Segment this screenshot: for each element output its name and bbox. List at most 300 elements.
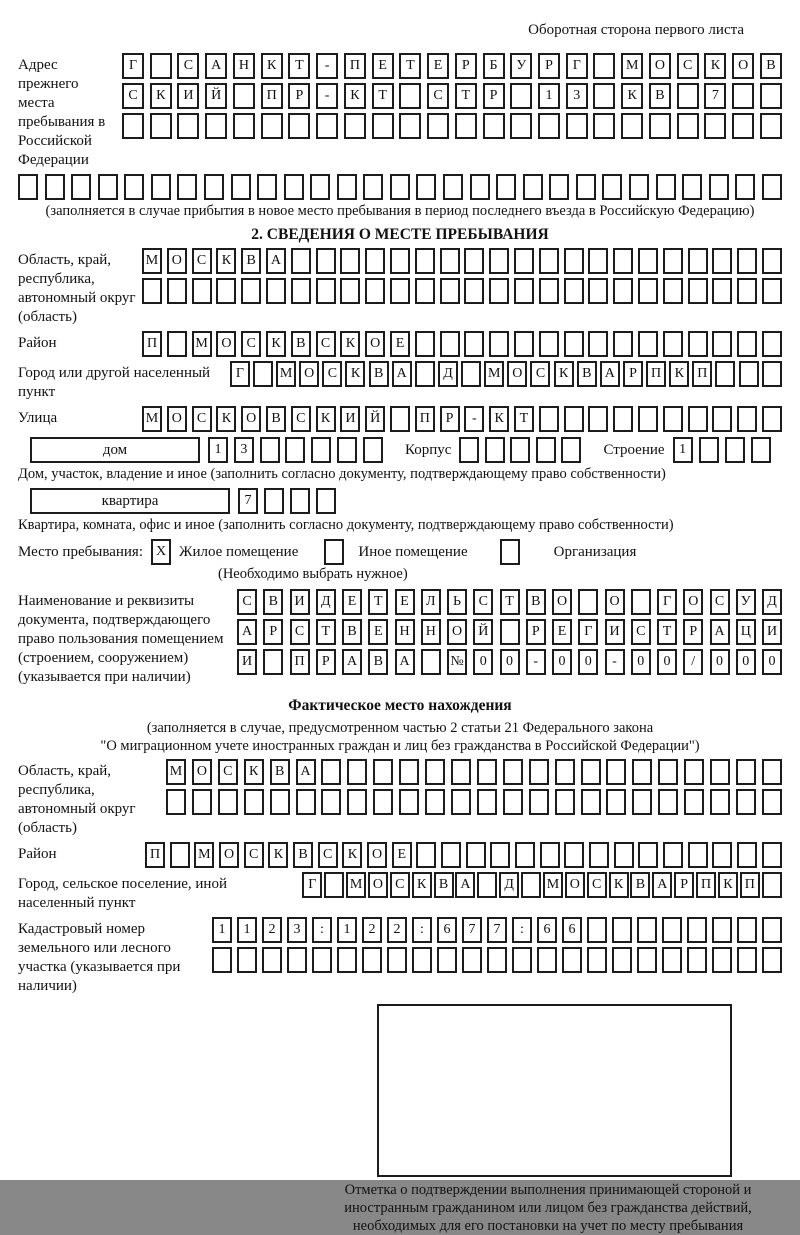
form-cell <box>347 789 367 815</box>
form-cell <box>244 789 264 815</box>
form-cell <box>581 759 601 785</box>
form-cell: Т <box>372 83 394 109</box>
form-cell <box>537 947 557 973</box>
form-cell: А <box>600 361 620 387</box>
form-cell <box>257 174 277 200</box>
form-cell: В <box>293 842 313 868</box>
actual-location-caption-2: "О миграционном учете иностранных граждан и лиц без гражданства в Российской Федерации") <box>100 738 700 754</box>
form-cell <box>712 331 732 357</box>
form-cell <box>503 789 523 815</box>
form-cell <box>441 842 461 868</box>
cadastral-block <box>18 917 782 996</box>
form-cell <box>581 789 601 815</box>
form-cell <box>638 842 658 868</box>
form-cell: К <box>261 53 283 79</box>
form-cell <box>688 406 708 432</box>
form-cell <box>237 947 257 973</box>
form-cell: К <box>342 842 362 868</box>
form-cell <box>372 113 394 139</box>
form-cell: Н <box>395 619 415 645</box>
form-cell: К <box>216 248 236 274</box>
form-cell: Е <box>395 589 415 615</box>
form-cell: П <box>145 842 165 868</box>
form-cell: П <box>261 83 283 109</box>
form-cell <box>296 789 316 815</box>
form-cell <box>561 437 581 463</box>
form-cell <box>637 947 657 973</box>
form-cell <box>682 174 702 200</box>
form-cell <box>264 488 284 514</box>
form-cell <box>529 789 549 815</box>
form-cell: О <box>447 619 467 645</box>
form-cell <box>412 947 432 973</box>
form-cell <box>762 406 782 432</box>
stroenie-cells <box>673 437 771 463</box>
form-cell <box>500 539 520 565</box>
form-cell <box>416 842 436 868</box>
form-cell <box>270 789 290 815</box>
form-cell <box>715 361 735 387</box>
form-cell <box>440 331 460 357</box>
form-cell: О <box>192 759 212 785</box>
form-cell: О <box>368 872 388 898</box>
form-cell: С <box>177 53 199 79</box>
form-cell <box>399 83 421 109</box>
form-cell <box>737 406 757 432</box>
form-cell <box>539 331 559 357</box>
form-cell: П <box>290 649 310 675</box>
form-cell <box>688 278 708 304</box>
form-cell <box>363 437 383 463</box>
form-cell: А <box>652 872 672 898</box>
stay-type-other-label: Иное помещение <box>358 543 468 560</box>
form-cell: Н <box>421 619 441 645</box>
form-cell <box>762 331 782 357</box>
form-cell: В <box>526 589 546 615</box>
form-cell <box>588 278 608 304</box>
form-cell <box>663 842 683 868</box>
form-cell: К <box>340 331 360 357</box>
form-cell: В <box>434 872 454 898</box>
form-cell <box>737 331 757 357</box>
form-cell: М <box>276 361 296 387</box>
form-cell <box>510 113 532 139</box>
form-cell: - <box>316 53 338 79</box>
form-cell <box>340 278 360 304</box>
form-cell: 0 <box>578 649 598 675</box>
form-cell <box>321 759 341 785</box>
form-cell: X <box>151 539 171 565</box>
form-cell <box>205 113 227 139</box>
form-cell <box>564 331 584 357</box>
form-cell <box>425 789 445 815</box>
form-cell <box>538 113 560 139</box>
ownership-document-row-2 <box>237 619 782 645</box>
form-cell <box>521 872 541 898</box>
form-cell <box>529 759 549 785</box>
stay-type-row <box>18 539 782 565</box>
korpus-label: Корпус <box>405 441 452 458</box>
form-cell: С <box>530 361 550 387</box>
form-cell: В <box>263 589 283 615</box>
form-cell <box>593 83 615 109</box>
apartment-cells <box>238 488 336 514</box>
form-cell <box>712 947 732 973</box>
form-cell <box>606 789 626 815</box>
form-cell <box>489 278 509 304</box>
form-cell <box>287 947 307 973</box>
region-row-1 <box>142 248 782 274</box>
form-cell <box>514 331 534 357</box>
form-cell: К <box>268 842 288 868</box>
form-cell <box>612 947 632 973</box>
form-cell <box>316 278 336 304</box>
form-cell: С <box>322 361 342 387</box>
form-cell <box>337 947 357 973</box>
form-cell: Р <box>316 649 336 675</box>
form-cell: Б <box>483 53 505 79</box>
region-row-2 <box>142 278 782 304</box>
form-cell: Р <box>538 53 560 79</box>
form-cell <box>316 113 338 139</box>
district-block <box>18 331 782 357</box>
form-cell <box>593 53 615 79</box>
form-cell <box>576 174 596 200</box>
form-cell <box>687 917 707 943</box>
actual-region-row-1 <box>166 759 782 785</box>
form-cell <box>71 174 91 200</box>
form-cell: К <box>718 872 738 898</box>
form-cell: Т <box>399 53 421 79</box>
form-cell: А <box>237 619 257 645</box>
form-cell: 0 <box>500 649 520 675</box>
form-cell: К <box>344 83 366 109</box>
form-cell: Н <box>233 53 255 79</box>
form-cell <box>613 248 633 274</box>
form-cell: Д <box>438 361 458 387</box>
form-cell: 1 <box>208 437 228 463</box>
form-cell: С <box>631 619 651 645</box>
form-cell: Р <box>683 619 703 645</box>
form-cell <box>632 759 652 785</box>
form-cell <box>253 361 273 387</box>
form-cell: Г <box>566 53 588 79</box>
form-cell <box>496 174 516 200</box>
form-cell <box>461 361 481 387</box>
form-cell <box>216 278 236 304</box>
form-cell: : <box>412 917 432 943</box>
form-cell <box>549 174 569 200</box>
form-cell: М <box>142 248 162 274</box>
form-cell <box>737 278 757 304</box>
form-cell <box>737 917 757 943</box>
form-cell <box>677 83 699 109</box>
form-cell: И <box>605 619 625 645</box>
form-cell: 0 <box>657 649 677 675</box>
form-cell <box>613 278 633 304</box>
form-cell: У <box>736 589 756 615</box>
form-cell: С <box>316 331 336 357</box>
form-cell <box>762 872 782 898</box>
form-cell: В <box>760 53 782 79</box>
form-cell: С <box>241 331 261 357</box>
form-cell <box>45 174 65 200</box>
form-cell: С <box>218 759 238 785</box>
section2-title: 2. СВЕДЕНИЯ О МЕСТЕ ПРЕБЫВАНИЯ <box>251 226 549 243</box>
form-cell <box>515 842 535 868</box>
form-cell <box>710 789 730 815</box>
form-cell <box>451 759 471 785</box>
form-cell <box>337 437 357 463</box>
form-cell: 0 <box>473 649 493 675</box>
form-cell <box>373 759 393 785</box>
form-cell: Р <box>455 53 477 79</box>
form-cell: : <box>512 917 532 943</box>
form-cell: П <box>740 872 760 898</box>
form-cell <box>606 759 626 785</box>
actual-district-row <box>145 842 782 868</box>
form-cell: М <box>192 331 212 357</box>
form-cell: Г <box>578 619 598 645</box>
form-cell <box>487 947 507 973</box>
actual-city-label: Город, сельское поселение, иной населенный пункт <box>18 876 227 911</box>
form-cell <box>170 842 190 868</box>
form-cell: С <box>192 248 212 274</box>
form-cell <box>638 331 658 357</box>
form-cell: К <box>244 759 264 785</box>
form-cell: Т <box>514 406 534 432</box>
stay-type-label: Место пребывания: <box>18 543 143 560</box>
form-cell <box>564 842 584 868</box>
form-cell <box>150 53 172 79</box>
form-cell: Т <box>368 589 388 615</box>
prev-address-row-1 <box>122 53 782 79</box>
form-cell <box>192 789 212 815</box>
form-cell: Д <box>316 589 336 615</box>
form-cell <box>324 539 344 565</box>
form-cell <box>704 113 726 139</box>
prev-address-block <box>18 53 782 170</box>
form-cell: О <box>683 589 703 615</box>
region-block <box>18 248 782 327</box>
form-cell: П <box>692 361 712 387</box>
form-cell: Л <box>421 589 441 615</box>
form-cell <box>477 759 497 785</box>
district-row <box>142 331 782 357</box>
form-cell <box>347 759 367 785</box>
form-cell <box>762 174 782 200</box>
form-cell <box>285 437 305 463</box>
form-cell: Е <box>427 53 449 79</box>
form-cell <box>663 278 683 304</box>
form-cell: А <box>205 53 227 79</box>
form-cell <box>649 113 671 139</box>
actual-location-title: Фактическое место нахождения <box>288 697 512 714</box>
form-cell <box>632 789 652 815</box>
actual-location-caption-1: (заполняется в случае, предусмотренном частью 2 статьи 21 Федерального закона <box>146 720 654 736</box>
form-cell <box>266 278 286 304</box>
form-cell <box>365 248 385 274</box>
form-cell <box>122 113 144 139</box>
form-cell: К <box>150 83 172 109</box>
form-cell <box>324 872 344 898</box>
form-cell <box>562 947 582 973</box>
form-cell: К <box>621 83 643 109</box>
form-cell <box>539 278 559 304</box>
form-cell <box>455 113 477 139</box>
form-cell <box>762 947 782 973</box>
form-cell <box>362 947 382 973</box>
form-cell <box>588 248 608 274</box>
form-cell <box>762 917 782 943</box>
form-cell <box>555 759 575 785</box>
form-cell <box>415 361 435 387</box>
form-cell: И <box>762 619 782 645</box>
ownership-document-block <box>18 589 782 687</box>
form-cell <box>677 113 699 139</box>
form-cell: А <box>395 649 415 675</box>
form-cell <box>662 947 682 973</box>
form-cell: П <box>142 331 162 357</box>
form-cell: А <box>710 619 730 645</box>
form-cell <box>631 589 651 615</box>
stay-type-note: (Необходимо выбрать нужное) <box>218 566 408 582</box>
ownership-document-row-1 <box>237 589 782 615</box>
form-cell: № <box>447 649 467 675</box>
form-cell: А <box>455 872 475 898</box>
form-cell <box>18 174 38 200</box>
actual-district-block <box>18 842 782 868</box>
prev-address-label: Адрес прежнего места пребывания в Российской Федерации <box>18 57 106 168</box>
form-cell <box>462 947 482 973</box>
form-cell <box>663 248 683 274</box>
form-cell <box>588 406 608 432</box>
form-cell <box>437 947 457 973</box>
form-cell <box>390 406 410 432</box>
house-row <box>18 437 782 463</box>
form-cell <box>751 437 771 463</box>
form-cell: В <box>630 872 650 898</box>
form-cell <box>421 649 441 675</box>
form-cell <box>564 248 584 274</box>
form-cell: Т <box>316 619 336 645</box>
form-cell: 3 <box>287 917 307 943</box>
actual-region-label: Область, край, республика, автономный округ (область) <box>18 763 136 836</box>
form-cell: С <box>192 406 212 432</box>
form-cell <box>443 174 463 200</box>
form-cell <box>638 406 658 432</box>
form-cell <box>732 113 754 139</box>
form-cell: К <box>316 406 336 432</box>
form-cell <box>316 248 336 274</box>
apartment-type-box: квартира <box>30 488 230 514</box>
form-cell: Ц <box>736 619 756 645</box>
form-cell: 1 <box>538 83 560 109</box>
form-cell <box>593 113 615 139</box>
form-cell: 0 <box>710 649 730 675</box>
form-cell <box>321 789 341 815</box>
form-cell <box>762 361 782 387</box>
form-cell <box>399 113 421 139</box>
form-cell <box>614 842 634 868</box>
form-cell <box>150 113 172 139</box>
form-cell: П <box>415 406 435 432</box>
prev-address-caption: (заполняется в случае прибытия в новое место пребывания в период последнего въезда в Российскую Федерацию) <box>45 203 755 219</box>
form-cell <box>477 872 497 898</box>
form-cell <box>762 278 782 304</box>
form-cell <box>260 437 280 463</box>
form-cell <box>337 174 357 200</box>
form-cell <box>427 113 449 139</box>
form-cell <box>489 248 509 274</box>
form-cell <box>483 113 505 139</box>
form-cell: О <box>732 53 754 79</box>
form-cell <box>540 842 560 868</box>
form-cell: М <box>346 872 366 898</box>
prev-address-row-2 <box>122 83 782 109</box>
form-cell <box>291 248 311 274</box>
form-cell: Р <box>526 619 546 645</box>
registration-stamp-box <box>377 1004 732 1177</box>
form-cell <box>288 113 310 139</box>
form-cell: В <box>368 649 388 675</box>
form-cell: М <box>142 406 162 432</box>
form-cell: Г <box>230 361 250 387</box>
form-cell <box>514 248 534 274</box>
form-cell <box>735 174 755 200</box>
street-row <box>142 406 782 432</box>
form-cell: Р <box>440 406 460 432</box>
form-cell: 0 <box>552 649 572 675</box>
form-cell <box>503 759 523 785</box>
form-cell <box>736 789 756 815</box>
apartment-row <box>18 488 782 514</box>
form-cell <box>663 331 683 357</box>
form-cell: С <box>710 589 730 615</box>
form-cell: : <box>312 917 332 943</box>
form-cell: 0 <box>762 649 782 675</box>
form-cell <box>231 174 251 200</box>
form-cell: В <box>342 619 362 645</box>
form-cell <box>177 113 199 139</box>
registration-stamp-caption: Отметка о подтверждении выполнения принимающей стороной и иностранным гражданином или лицом без гражданства действий, необходимых для его постановки на учет по месту пребывания <box>344 1182 752 1234</box>
form-cell <box>311 437 331 463</box>
prev-address-rows <box>122 53 782 139</box>
form-cell: К <box>345 361 365 387</box>
form-cell: - <box>464 406 484 432</box>
actual-region-block <box>18 759 782 838</box>
form-cell: Р <box>674 872 694 898</box>
stay-type-residential-label: Жилое помещение <box>179 543 299 560</box>
form-cell: В <box>266 406 286 432</box>
form-cell: О <box>552 589 572 615</box>
form-cell: Г <box>657 589 677 615</box>
form-cell <box>762 759 782 785</box>
form-cell: Д <box>762 589 782 615</box>
form-cell <box>684 789 704 815</box>
form-cell: О <box>299 361 319 387</box>
form-cell: В <box>369 361 389 387</box>
form-cell <box>712 278 732 304</box>
form-cell <box>658 759 678 785</box>
form-cell <box>416 174 436 200</box>
form-cell <box>167 278 187 304</box>
form-cell: О <box>216 331 236 357</box>
form-cell <box>415 278 435 304</box>
form-cell <box>725 437 745 463</box>
house-type-box: дом <box>30 437 200 463</box>
backside-note: Оборотная сторона первого листа <box>528 22 744 38</box>
